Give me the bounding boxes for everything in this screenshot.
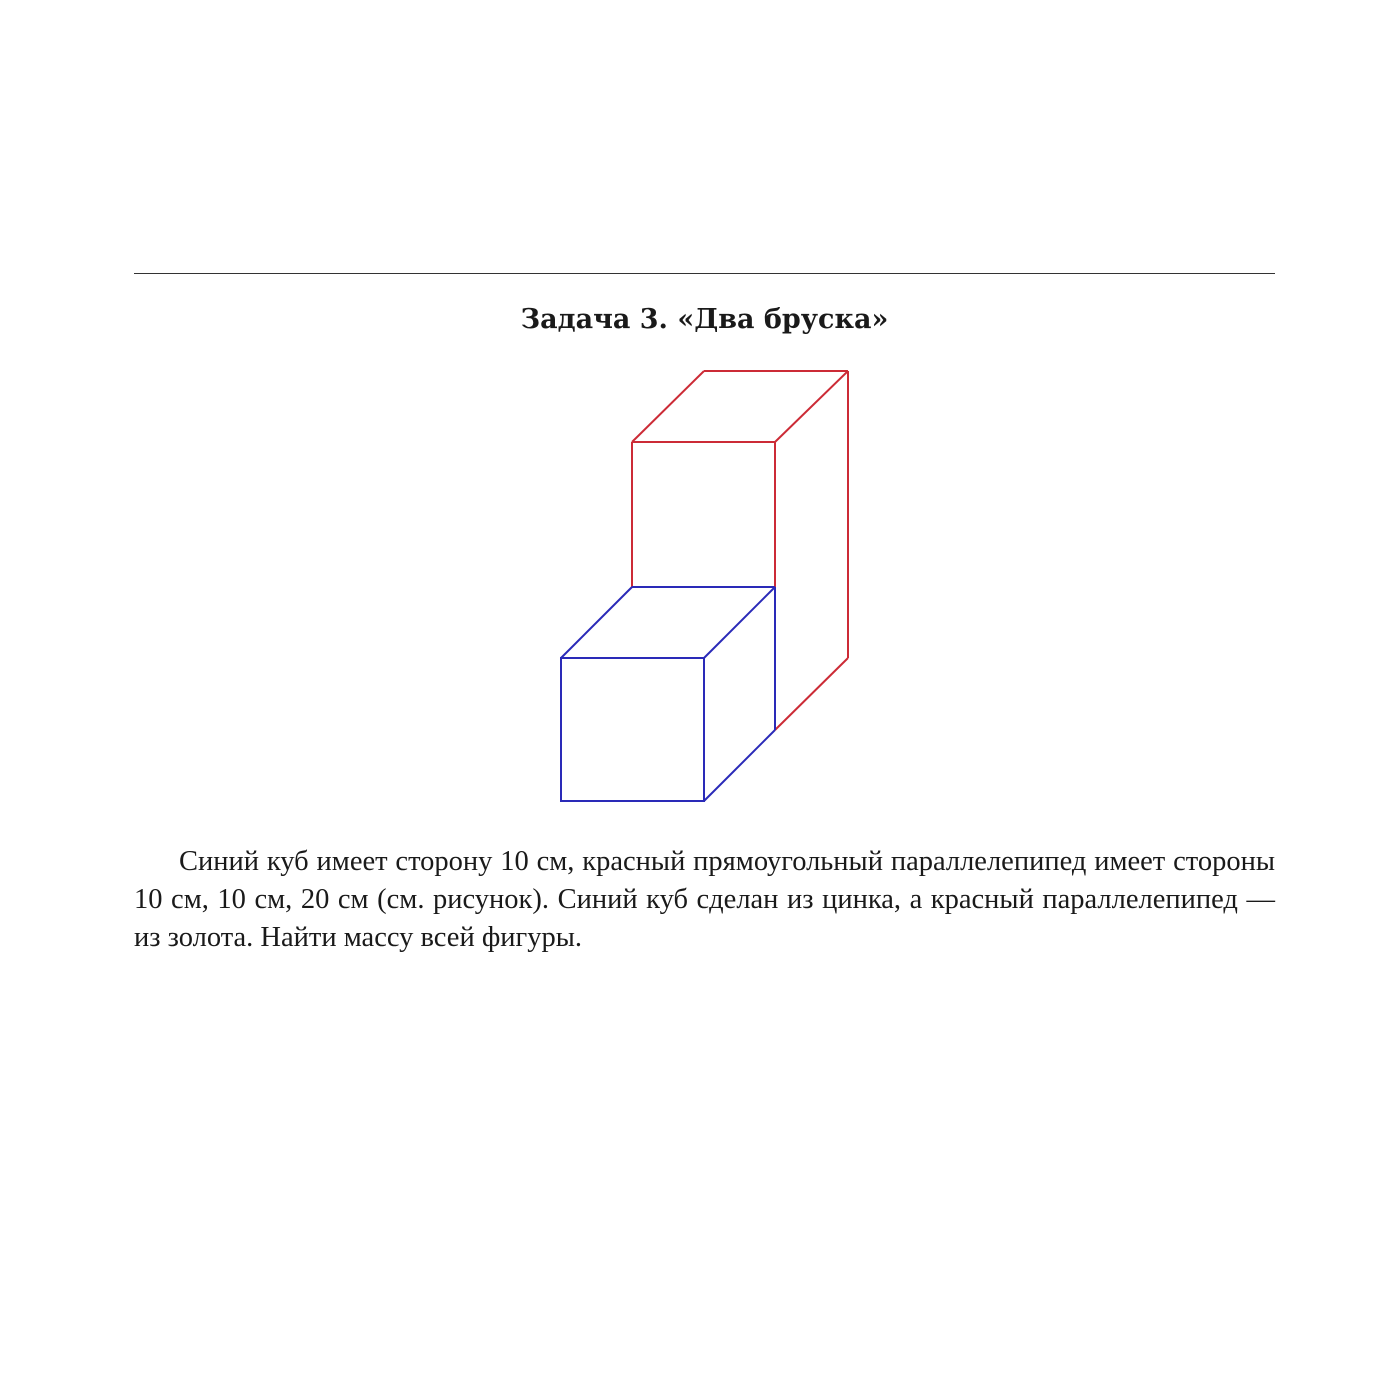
red-edge — [775, 371, 848, 442]
red-edge — [775, 658, 848, 730]
blue-edge — [704, 730, 775, 801]
top-rule — [134, 273, 1275, 274]
blue-edge — [561, 587, 632, 658]
blue-front-face — [561, 658, 704, 801]
red-edge — [632, 371, 704, 442]
problem-title: Задача 3. «Два бруска» — [520, 304, 889, 335]
blue-cube — [561, 587, 775, 801]
blue-edge — [704, 587, 775, 658]
problem-statement: Синий куб имеет сторону 10 см, красный прямоугольный параллелепипед имеет стороны 10 см, 10 см, 20 см (см. рисунок). Синий куб сделан из цинка, а красный параллелепипед — из золота. Найти массу всей фигуры. — [134, 846, 1275, 953]
red-parallelepiped — [632, 371, 848, 730]
